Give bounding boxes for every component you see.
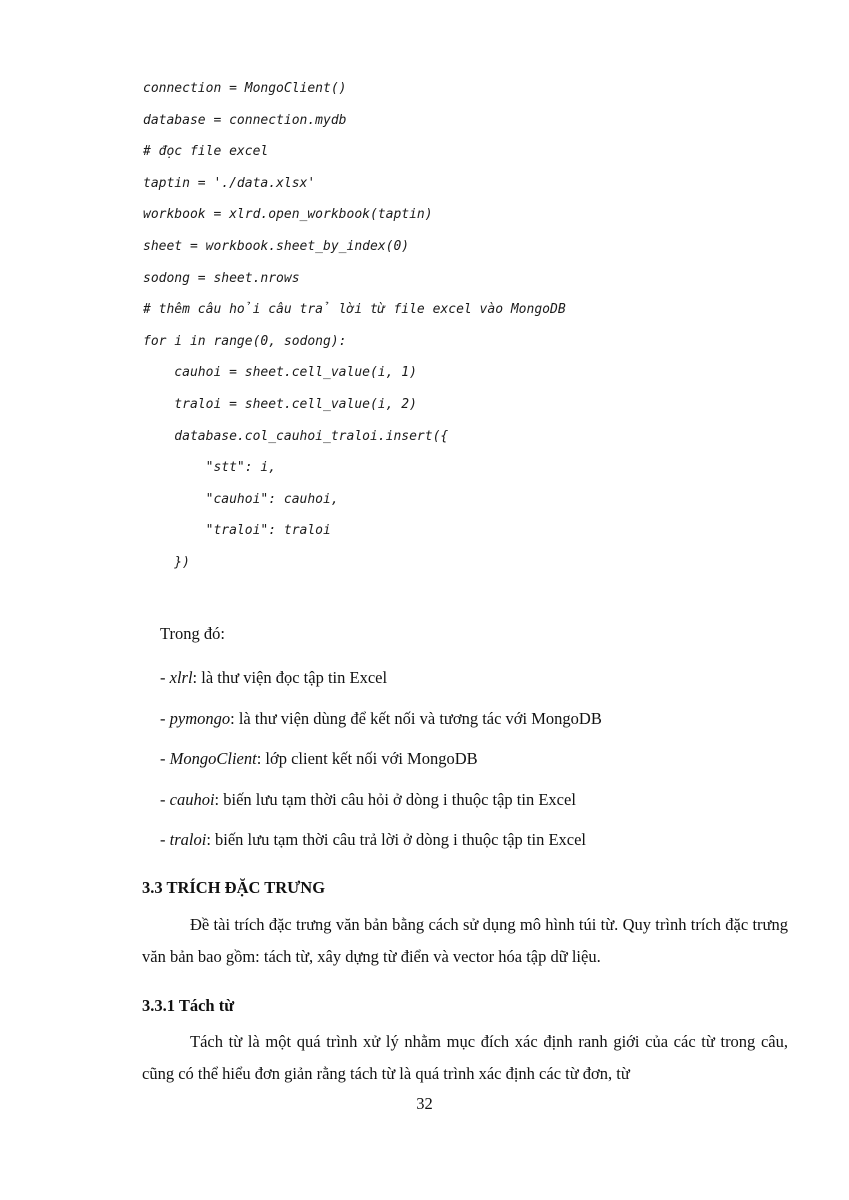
definition-desc: : lớp client kết nối với MongoDB [256, 749, 478, 768]
code-line: "traloi": traloi [143, 523, 331, 539]
code-line: database.col_cauhoi_traloi.insert({ [143, 428, 449, 444]
code-line: taptin = './data.xlsx' [143, 175, 316, 191]
page-number: 32 [416, 1094, 433, 1113]
code-line: # thêm câu hỏi câu trả lời từ file excel vào MongoDB [143, 302, 566, 318]
code-line: traloi = sheet.cell_value(i, 2) [143, 396, 417, 412]
section-paragraph: Đề tài trích đặc trưng văn bản bằng cách sử dụng mô hình túi từ. Quy trình trích đặc trưng văn bản bao gồm: tách từ, xây dựng từ điển và vector hóa tập dữ liệu. [142, 915, 788, 966]
definition-term: cauhoi [169, 789, 215, 809]
definition-desc: : là thư viện đọc tập tin Excel [192, 668, 388, 687]
subsection-paragraph: Tách từ là một quá trình xử lý nhằm mục đích xác định ranh giới của các từ trong câu, cũng có thể hiểu đơn giản rằng tách từ là quá trình xác định các từ đơn, từ [142, 1032, 788, 1083]
definition-desc: : là thư viện dùng để kết nối và tương tác với MongoDB [230, 708, 602, 728]
code-line: database = connection.mydb [143, 112, 347, 128]
definition-term: pymongo [169, 708, 231, 728]
definition-desc: : biến lưu tạm thời câu hỏi ở dòng i thuộc tập tin Excel [214, 789, 576, 809]
definition-term: MongoClient [169, 749, 257, 768]
definition-term: traloi [169, 830, 207, 849]
definition-desc: : biến lưu tạm thời câu trả lời ở dòng i thuộc tập tin Excel [206, 830, 587, 849]
code-line: "stt": i, [143, 460, 277, 476]
definition-item: - traloi: biến lưu tạm thời câu trả lời ở dòng i thuộc tập tin Excel [160, 830, 587, 849]
subsection-heading: 3.3.1 Tách từ [142, 996, 235, 1015]
definition-item: - cauhoi: biến lưu tạm thời câu hỏi ở dòng i thuộc tập tin Excel [160, 789, 576, 809]
section-heading: 3.3 TRÍCH ĐẶC TRƯNG [142, 878, 326, 897]
code-line: sodong = sheet.nrows [143, 270, 300, 286]
lead-text: Trong đó: [160, 624, 225, 643]
code-line: }) [143, 554, 190, 570]
code-line: sheet = workbook.sheet_by_index(0) [143, 238, 410, 254]
code-line: # đọc file excel [143, 144, 269, 160]
definition-item: - MongoClient: lớp client kết nối với MongoDB [160, 749, 478, 768]
definition-item: - xlrl: là thư viện đọc tập tin Excel [160, 668, 388, 687]
code-line: "cauhoi": cauhoi, [143, 491, 339, 507]
code-line: cauhoi = sheet.cell_value(i, 1) [143, 365, 417, 381]
definition-item: - pymongo: là thư viện dùng để kết nối và tương tác với MongoDB [160, 708, 602, 728]
code-line: for i in range(0, sodong): [143, 333, 347, 349]
definition-list [160, 666, 602, 869]
code-line: connection = MongoClient() [143, 81, 347, 96]
code-line: workbook = xlrd.open_workbook(taptin) [143, 207, 433, 223]
code-block [143, 78, 566, 584]
definition-term: xlrl [169, 668, 193, 687]
